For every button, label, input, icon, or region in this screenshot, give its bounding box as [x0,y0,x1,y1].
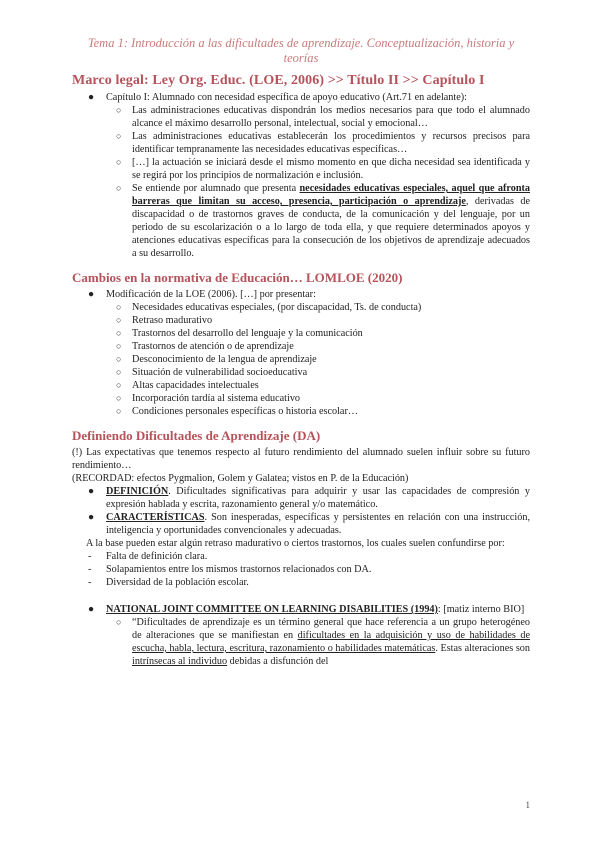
list-item-text: Retraso madurativo [132,315,213,326]
list-item-text: Las administraciones educativas establecerán los procedimientos y recursos precisos para identificar tempranamente las necesidades educativas específicas… [132,131,530,155]
recordad-note: (RECORDAD: efectos Pygmalion, Golem y Galatea; vistos en P. de la Educación) [72,473,409,484]
section-heading-definiendo-da: Definiendo Dificultades de Aprendizaje (DA) [72,428,321,443]
lomloe-list [72,288,530,418]
list-item [72,353,530,366]
list-item-text: Desconocimiento de la lengua de aprendizaje [132,354,317,365]
list-item-text: , derivadas de discapacidad o de trastornos graves de conducta, de la comunicación y del lenguaje, por un periodo de su escolarización o a lo largo de toda ella, y que requiere determinados apoyos y atenciones educativas específicas para la consecución de los objetivos de aprendizaje adecuados a su desarrollo. [132,196,530,259]
section-heading-lomloe: Cambios en la normativa de Educación… LOMLOE (2020) [72,270,403,285]
definicion-label: DEFINICIÓN [106,486,169,497]
list-item [72,288,530,301]
list-item [72,485,530,511]
bullet-icon: ● [88,289,95,300]
list-item [72,340,530,353]
list-item-text: . Son inesperadas, específicas y persistentes en relación con una instrucción, inteligencia y oportunidades convencionales y adecuadas. [106,512,530,536]
list-item-text: Diversidad de la población escolar. [106,577,249,588]
circle-bullet-icon: ○ [116,393,122,403]
list-item-text: Solapamientos entre los mismos trastornos relacionados con DA. [106,564,372,575]
expectations-paragraph: (!) Las expectativas que tenemos respecto al futuro rendimiento del alumnado suelen influir sobre su futuro rendimiento… [72,447,530,471]
list-item-text: Modificación de la LOE (2006). […] por presentar: [106,289,316,300]
list-item [72,156,530,182]
quote-emphasis: intrínsecas al individuo [132,656,228,667]
list-item-text: Capítulo I: Alumnado con necesidad específica de apoyo educativo (Art.71 en adelante): [106,92,467,103]
quote-emphasis: dificultades en la adquisición y uso de habilidades de escucha, habla, lectura, escritura, razonamiento o habilidades matemáticas [132,630,530,654]
list-item-text: Trastornos del desarrollo del lenguaje y la comunicación [132,328,363,339]
list-item [72,366,530,379]
list-item [72,616,530,668]
list-item-text: […] la actuación se iniciará desde el mismo momento en que dicha necesidad sea identificada y se regirá por los principios de normalización e inclusión. [132,157,530,181]
list-item-text: Necesidades educativas especiales, (por discapacidad, Ts. de conducta) [132,302,422,313]
base-paragraph: A la base pueden estar algún retraso madurativo o ciertos trastornos, los cuales suelen confundirse por: [86,538,505,549]
list-item-text: Situación de vulnerabilidad socioeducativa [132,367,308,378]
marco-legal-list [72,91,530,260]
bullet-icon: ● [88,486,95,497]
list-item-text: debidas a disfunción del [227,656,329,667]
list-item-text: . Dificultades significativas para adquirir y usar las capacidades de compresión y expresión hablada y escrita, razonamiento general y/o matemático. [106,486,530,510]
list-item [72,603,530,616]
njcld-label: NATIONAL JOINT COMMITTEE ON LEARNING DISABILITIES (1994) [106,604,438,615]
circle-bullet-icon: ○ [116,315,122,325]
list-item [72,301,530,314]
document-title: Tema 1: Introducción a las dificultades de aprendizaje. Conceptualización, historia y teorías [87,36,515,65]
list-item [72,576,530,589]
list-item [72,405,530,418]
list-item [72,392,530,405]
circle-bullet-icon: ○ [116,617,122,627]
nee-definition-emphasis: necesidades educativas especiales, aquel que afronta barreras que limitan su acceso, presencia, participación o aprendizaje [132,183,530,207]
list-item [72,104,530,130]
circle-bullet-icon: ○ [116,341,122,351]
dash-bullet-icon: - [88,564,92,575]
list-item-text: Incorporación tardía al sistema educativo [132,393,301,404]
njcld-list [72,603,530,668]
list-item [72,563,530,576]
bullet-icon: ● [88,92,95,103]
circle-bullet-icon: ○ [116,302,122,312]
confusion-reasons-list [72,550,530,589]
list-item-text: Falta de definición clara. [106,551,208,562]
list-item-text: . Estas alteraciones son [435,643,530,654]
list-item-text: Altas capacidades intelectuales [132,380,259,391]
circle-bullet-icon: ○ [116,380,122,390]
circle-bullet-icon: ○ [116,406,122,416]
list-item-text: “Dificultades de aprendizaje es un término general que hace referencia a un grupo heterogéneo de alteraciones que se manifiestan en [132,617,530,641]
list-item-text: Condiciones personales específicas o historia escolar… [132,406,359,417]
list-item-text: Las administraciones educativas dispondrán los medios necesarios para que todo el alumnado alcance el máximo desarrollo personal, intelectual, social y emocional… [132,105,530,129]
da-list [72,485,530,537]
list-item-text: Se entiende por alumnado que presenta [132,183,300,194]
list-item [72,550,530,563]
circle-bullet-icon: ○ [116,183,122,193]
list-item [72,182,530,260]
circle-bullet-icon: ○ [116,105,122,115]
bullet-icon: ● [88,512,95,523]
circle-bullet-icon: ○ [116,354,122,364]
bullet-icon: ● [88,604,95,615]
list-item [72,327,530,340]
list-item [72,511,530,537]
circle-bullet-icon: ○ [116,157,122,167]
list-item-text: Trastornos de atención o de aprendizaje [132,341,294,352]
caracteristicas-label: CARACTERÍSTICAS [106,512,205,523]
list-item [72,314,530,327]
circle-bullet-icon: ○ [116,131,122,141]
section-heading-marco-legal: Marco legal: Ley Org. Educ. (LOE, 2006) >> Título II >> Capítulo I [72,73,485,88]
dash-bullet-icon: - [88,577,92,588]
list-item [72,379,530,392]
dash-bullet-icon: - [88,551,92,562]
circle-bullet-icon: ○ [116,367,122,377]
list-item-text: : [matiz interno BIO] [437,604,525,615]
list-item [72,130,530,156]
list-item [72,91,530,104]
page-number: 1 [525,800,530,810]
circle-bullet-icon: ○ [116,328,122,338]
